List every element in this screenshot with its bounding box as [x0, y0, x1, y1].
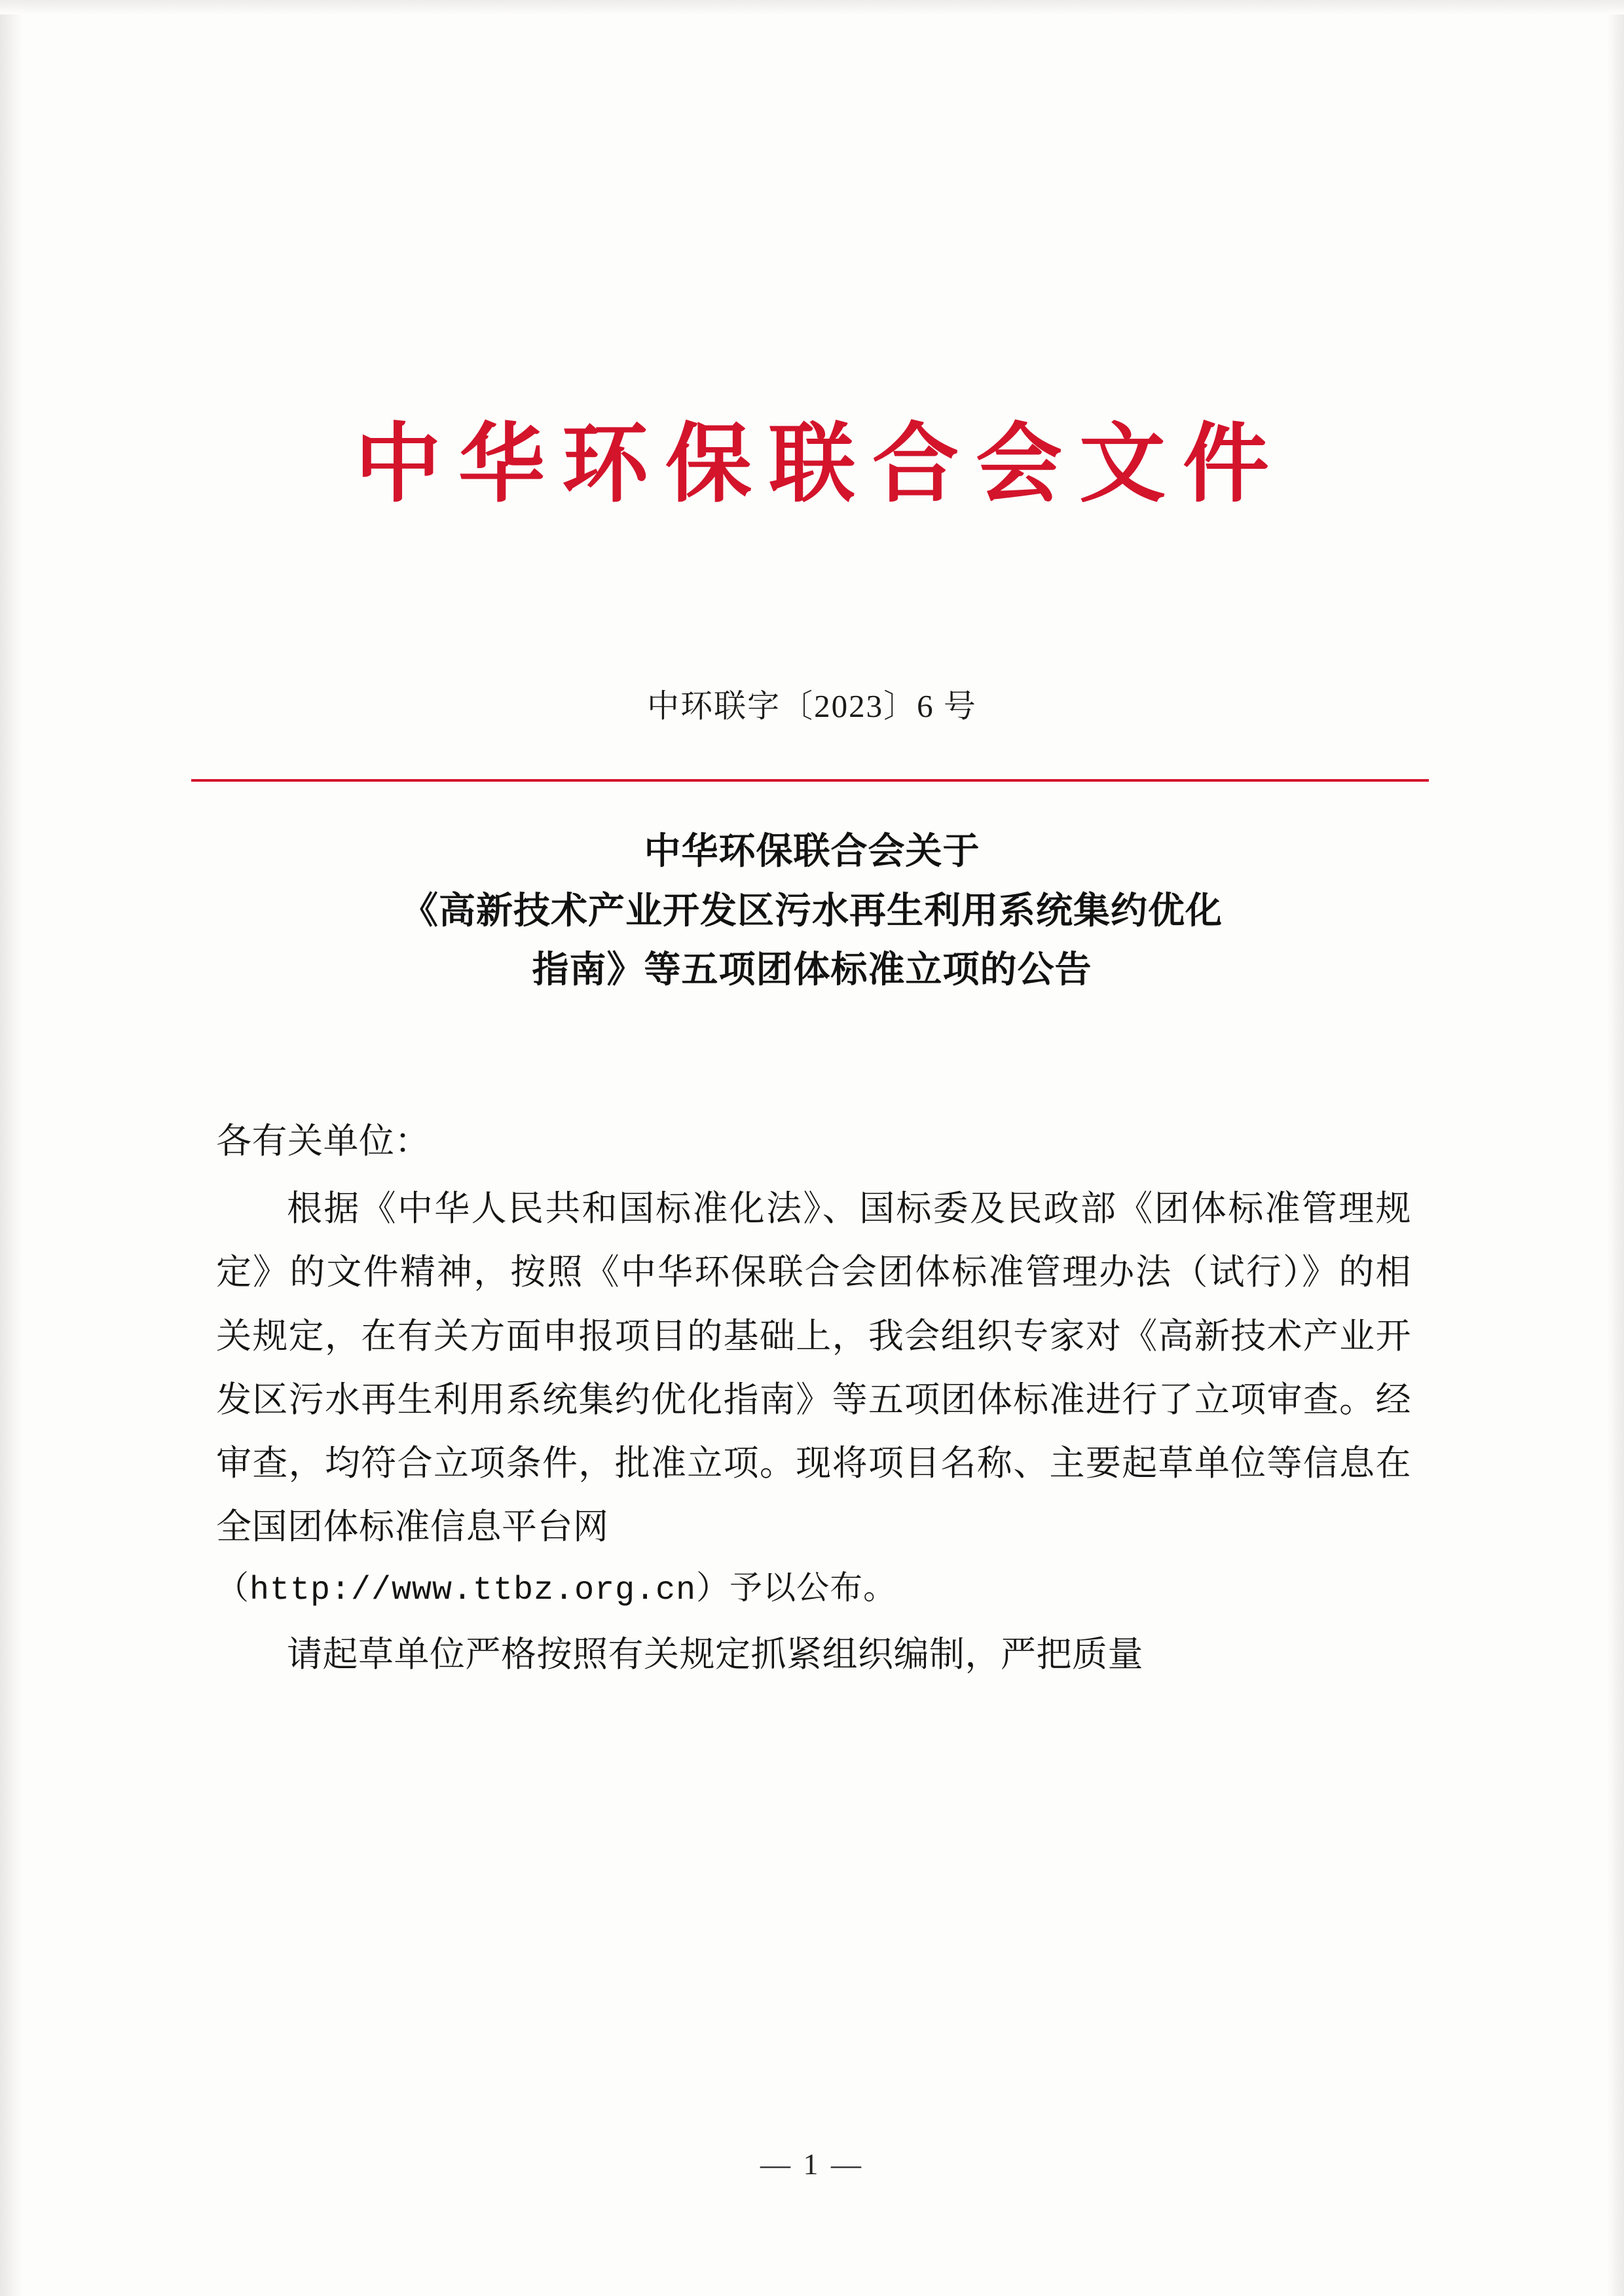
document-title-line-2: 《高新技术产业开发区污水再生利用系统集约优化: [401, 888, 1223, 932]
organization-title: 中华环保联合会文件: [355, 413, 1286, 515]
body-paragraph-2-url: （http://www.ttbz.org.cn）予以公布。: [216, 1572, 897, 1610]
salutation: 各有关单位：: [216, 1121, 430, 1161]
document-masthead: [0, 412, 1624, 516]
red-divider-rule: [191, 779, 1429, 782]
document-body: [216, 1110, 1411, 1687]
paper-edge-shadow-left: [0, 0, 22, 2296]
body-paragraph-1: 根据《中华人民共和国标准化法》、国标委及民政部《团体标准管理规定》的文件精神，按照《中华环保联合会团体标准管理办法（试行）》的相关规定，在有关方面申报项目的基础上，我会组织专家对《高新技术产业开发区污水再生利用系统集约优化指南》等五项团体标准进行了立项审查。经审查，均符合立项条件，批准立项。现将项目名称、主要起草单位等信息在全国团体标准信息平台网: [216, 1189, 1411, 1547]
paper-edge-shadow-right: [1607, 0, 1624, 2296]
paper-edge-shadow-top: [0, 0, 1624, 14]
document-title: [0, 822, 1624, 1000]
document-number: 中环联字〔2023〕6 号: [647, 688, 977, 724]
document-title-line-1: 中华环保联合会关于: [644, 829, 980, 873]
body-paragraph-3: 请起草单位严格按照有关规定抓紧组织编制，严把质量: [287, 1635, 1143, 1675]
page-number: — 1 —: [760, 2147, 864, 2181]
document-title-line-3: 指南》等五项团体标准立项的公告: [532, 948, 1092, 992]
